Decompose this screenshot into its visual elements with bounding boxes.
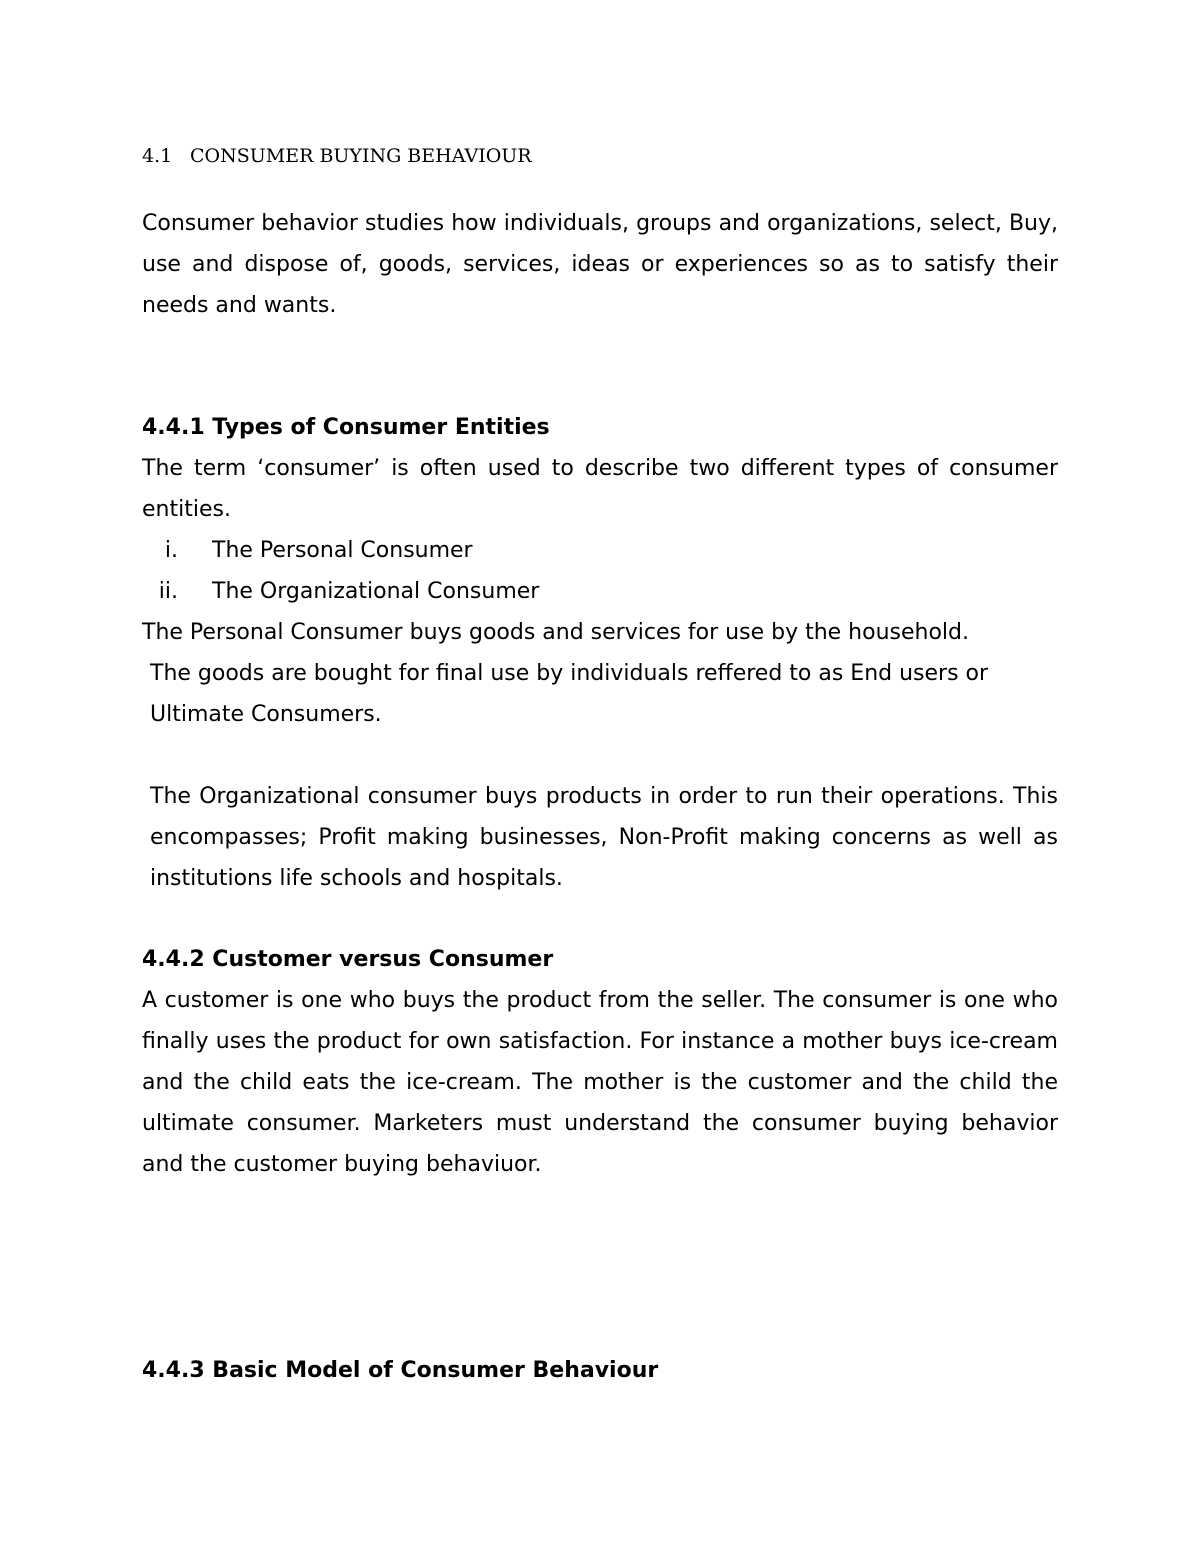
section-number: 4.1 — [142, 145, 173, 167]
section-title — [142, 143, 1058, 169]
section-title-text: CONSUMER BUYING BEHAVIOUR — [190, 145, 532, 167]
personal-line: Ultimate Consumers. — [150, 702, 382, 727]
personal-consumer-paragraph — [142, 612, 1058, 735]
list-marker: i. — [164, 538, 178, 563]
personal-line: The goods are bought for final use by individuals reffered to as End users or — [150, 661, 989, 686]
list-item-label: The Personal Consumer — [212, 538, 473, 563]
customer-paragraph: A customer is one who buys the product from the seller. The consumer is one who finally uses the product for own satisfaction. For instance a mother buys ice-cream and the child eats the ice-cream. The mother is the customer and the child the ultimate consumer. Marketers must understand the consumer buying behavior and the customer buying behaviuor. — [142, 988, 1058, 1177]
model-heading: 4.4.3 Basic Model of Consumer Behaviour — [142, 1358, 659, 1383]
types-heading: 4.4.1 Types of Consumer Entities — [142, 415, 550, 440]
customer-heading: 4.4.2 Customer versus Consumer — [142, 947, 554, 972]
personal-line: The Personal Consumer buys goods and services for use by the household. — [142, 620, 969, 645]
organizational-consumer-paragraph: The Organizational consumer buys products in order to run their operations. This encompasses; Profit making businesses, Non-Profit making concerns as well as institutions life schools and hospitals. — [150, 784, 1058, 891]
list-item-label: The Organizational Consumer — [212, 579, 540, 604]
intro-paragraph: Consumer behavior studies how individuals, groups and organizations, select, Buy, use and dispose of, goods, services, ideas or experiences so as to satisfy their needs and wants. — [142, 211, 1058, 318]
list-marker: ii. — [158, 579, 178, 604]
types-paragraph: The term ‘consumer’ is often used to describe two different types of consumer entities. — [142, 456, 1058, 522]
